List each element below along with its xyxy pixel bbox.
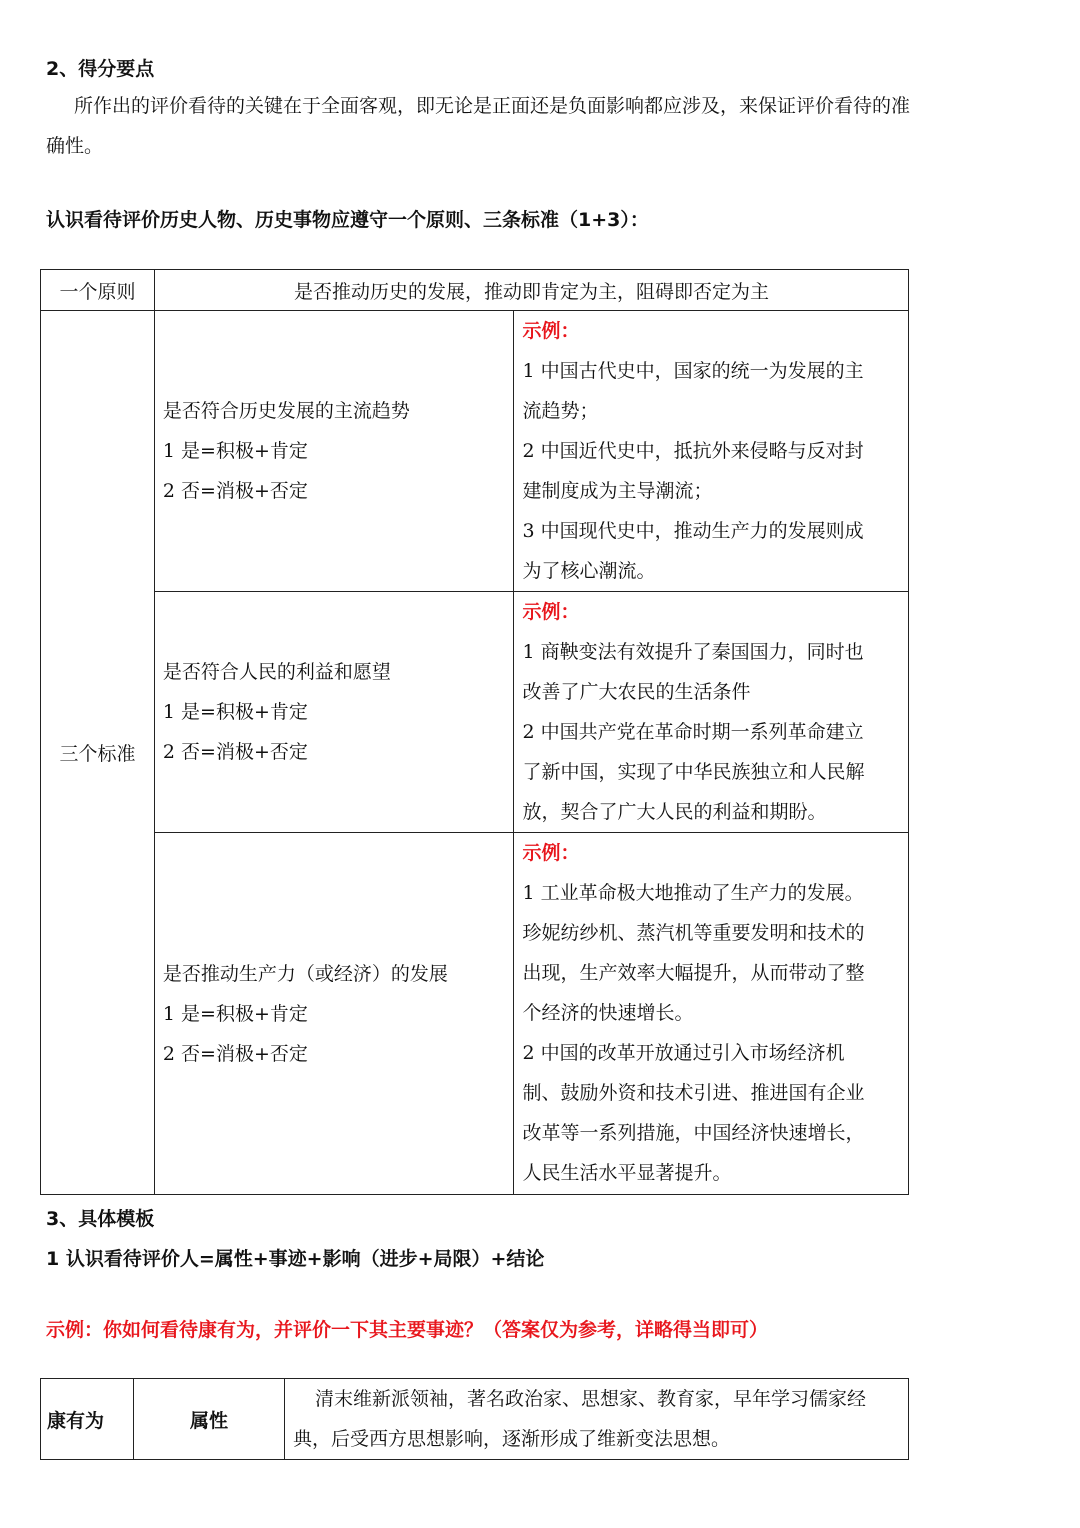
section2-paragraph <box>46 86 1046 166</box>
criterion-cell <box>154 311 514 592</box>
example-line: 了新中国，实现了中华民族独立和人民解 <box>522 761 865 783</box>
example-line: 1 工业革命极大地推动了生产力的发展。 <box>522 882 864 904</box>
example-line: 2 中国共产党在革命时期一系列革命建立 <box>522 721 864 743</box>
example-line: 改善了广大农民的生活条件 <box>522 681 751 703</box>
criterion-yes: 1 是=积极+肯定 <box>162 440 308 462</box>
examples-cell <box>514 833 909 1195</box>
principle-heading: 认识看待评价历史人物、历史事物应遵守一个原则、三条标准（1+3）： <box>46 209 649 231</box>
para-line-2: 确性。 <box>46 135 104 157</box>
example-line: 3 中国现代史中，推动生产力的发展则成 <box>522 520 864 542</box>
example-line: 出现，生产效率大幅提升，从而带动了整 <box>522 962 865 984</box>
example-line: 1 商鞅变法有效提升了秦国国力，同时也 <box>522 641 864 663</box>
para-line-1: 所作出的评价看待的关键在于全面客观，即无论是正面还是负面影响都应涉及，来保证评价看待的准 <box>74 95 911 117</box>
example-line: 制、鼓励外资和技术引进、推进国有企业 <box>522 1082 865 1104</box>
principle-standards-table <box>40 269 909 1195</box>
criterion-no: 2 否=消极+否定 <box>162 741 308 763</box>
attribute-line: 典，后受西方思想影响，逐渐形成了维新变法思想。 <box>293 1428 731 1450</box>
criterion-no: 2 否=消极+否定 <box>162 480 308 502</box>
criterion-cell <box>154 833 514 1195</box>
criterion-yes: 1 是=积极+肯定 <box>162 701 308 723</box>
table-row <box>41 270 909 311</box>
example-line: 人民生活水平显著提升。 <box>522 1162 732 1184</box>
table-row <box>41 592 909 833</box>
criterion-text: 是否推动生产力（或经济）的发展 <box>162 962 448 985</box>
criterion-no: 2 否=消极+否定 <box>162 1042 308 1065</box>
section2-heading: 2、得分要点 <box>46 58 155 80</box>
criterion-text: 是否符合历史发展的主流趋势 <box>162 400 410 422</box>
attribute-text <box>285 1379 909 1460</box>
example-line: 2 中国近代史中，抵抗外来侵略与反对封 <box>522 440 864 462</box>
table-row <box>41 1379 909 1460</box>
template-formula: 1 认识看待评价人=属性+事迹+影响（进步+局限）+结论 <box>46 1248 545 1270</box>
person-name: 康有为 <box>41 1379 134 1460</box>
attribute-line: 清末维新派领袖，著名政治家、思想家、教育家，早年学习儒家经 <box>315 1388 867 1410</box>
example-label: 示例： <box>522 320 580 342</box>
example-line: 放，契合了广大人民的利益和期盼。 <box>522 801 827 823</box>
example-label: 示例： <box>522 842 580 864</box>
examples-cell <box>514 592 909 833</box>
example-line: 个经济的快速增长。 <box>522 1002 694 1024</box>
example-line: 流趋势； <box>522 400 599 422</box>
examples-cell <box>514 311 909 592</box>
principle-text: 是否推动历史的发展，推动即肯定为主，阻碍即否定为主 <box>154 270 908 311</box>
example-line: 2 中国的改革开放通过引入市场经济机 <box>522 1042 845 1064</box>
example-label: 示例： <box>522 601 580 623</box>
example-line: 建制度成为主导潮流； <box>522 480 713 502</box>
attribute-label: 属性 <box>134 1379 285 1460</box>
principle-label: 一个原则 <box>41 270 155 311</box>
criterion-cell <box>154 592 514 833</box>
table-row <box>41 311 909 592</box>
example-line: 1 中国古代史中，国家的统一为发展的主 <box>522 360 864 382</box>
example-line: 改革等一系列措施，中国经济快速增长， <box>522 1122 865 1144</box>
example-line: 为了核心潮流。 <box>522 560 656 582</box>
standards-label: 三个标准 <box>41 311 155 1195</box>
example-line: 珍妮纺纱机、蒸汽机等重要发明和技术的 <box>522 922 865 944</box>
criterion-yes: 1 是=积极+肯定 <box>162 1002 308 1025</box>
example-question: 示例：你如何看待康有为，并评价一下其主要事迹？（答案仅为参考，详略得当即可） <box>46 1319 769 1341</box>
criterion-text: 是否符合人民的利益和愿望 <box>162 661 391 683</box>
section3-heading: 3、具体模板 <box>46 1208 155 1230</box>
table-row <box>41 833 909 1195</box>
kang-youwei-table <box>40 1378 909 1460</box>
